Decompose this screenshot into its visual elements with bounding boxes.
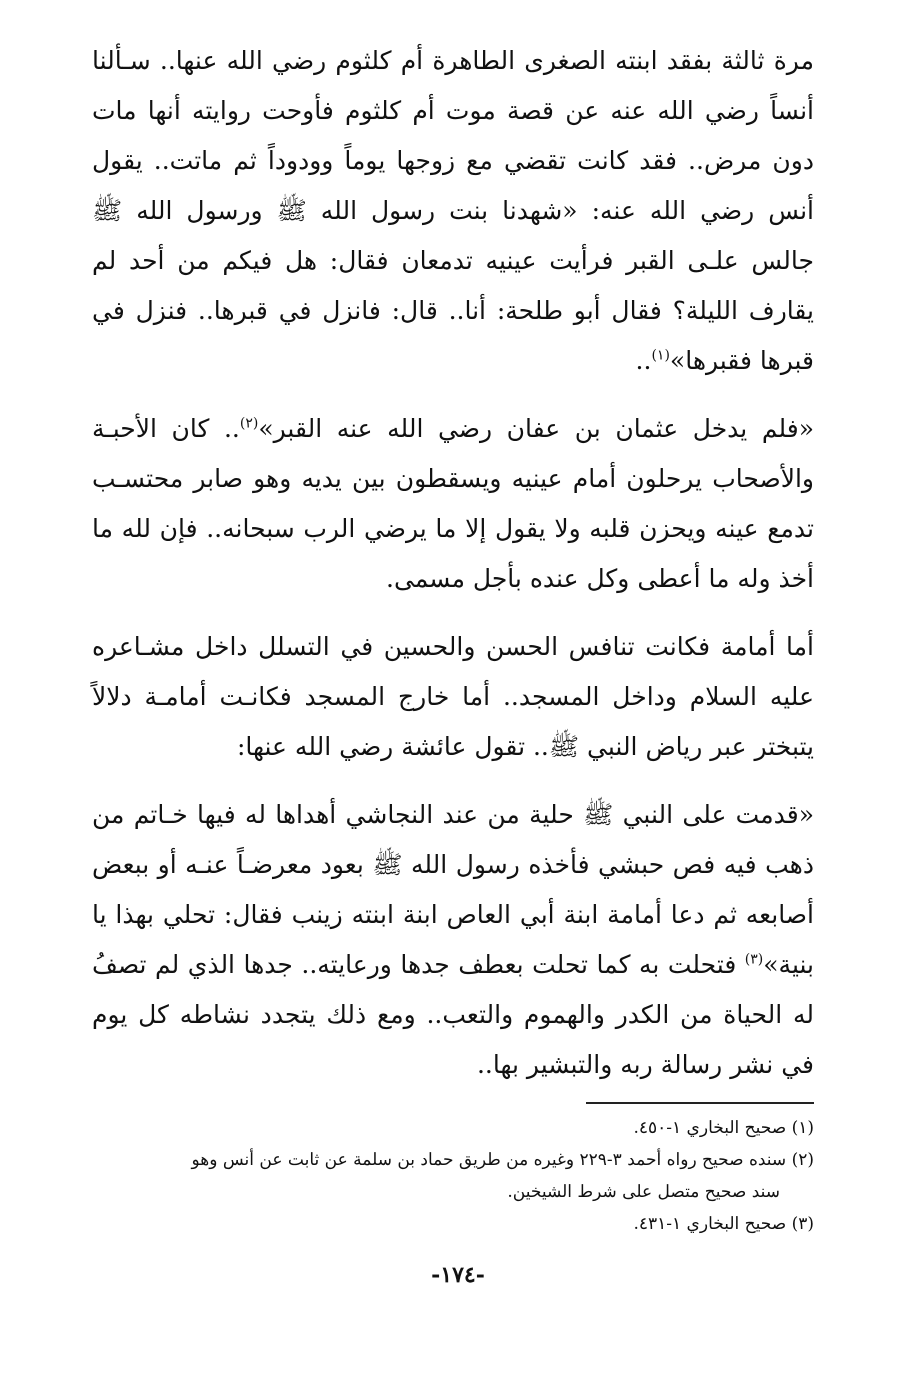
footnote-ref-3: (٣) <box>744 951 764 968</box>
paragraph-3-text: أما أمامة فكانت تنافس الحسن والحسين في التسلل داخل مشـاعره عليه السلام وداخل المسجد.. أما خارج المسجد فكانـت أمامـة دلالاً يتبختر عبر رياض النبي ﷺ.. تقول عائشة رضي الله عنها: <box>92 632 814 761</box>
paragraph-2-tail: .. كان الأحبـة والأصحاب يرحلون أمام عينيه ويسقطون بين يديه وهو صابر محتسـب تدمع عينه ويحزن قلبه ولا يقول إلا ما يرضي الرب سبحانه.. فإن لله ما أخذ وله ما أعطى وكل عنده بأجل مسمى. <box>92 414 814 593</box>
paragraph-3 <box>92 622 814 772</box>
paragraph-4-tail: فتحلت به كما تحلت بعطف جدها ورعايته.. جدها الذي لم تصفُ له الحياة من الكدر والهموم والتعب.. ومع ذلك يتجدد نشاطه كل يوم في نشر رسالة ربه والتبشير بها.. <box>92 950 814 1079</box>
paragraph-4-text: «قدمت على النبي ﷺ حلية من عند النجاشي أهداها له فيها خـاتم من ذهب فيه فص حبشي فأخذه رسول الله ﷺ بعود معرضـاً عنـه أو ببعض أصابعه ثم دعا أمامة ابنة أبي العاص ابنة ابنته زينب فقال: تحلي بهذا يا بنية» <box>92 800 814 979</box>
footnote-divider <box>586 1102 814 1104</box>
footnote-ref-1: (١) <box>651 347 670 364</box>
paragraph-1-text: مرة ثالثة بفقد ابنته الصغرى الطاهرة أم كلثوم رضي الله عنها.. سـألنا أنساً رضي الله عنه عن قصة موت أم كلثوم فأوحت روايته أنها مات دون مرض.. فقد كانت تقضي مع زوجها يوماً وودوداً ثم ماتت.. يقول أنس رضي الله عنه: «شهدنا بنت رسول الله ﷺ ورسول الله ﷺ جالس علـى القبر فرأيت عينيه تدمعان فقال: هل فيكم من أحد لم يقارف الليلة؟ فقال أبو طلحة: أنا.. قال: فانزل في قبرها.. فنزل في قبرها فقبرها» <box>92 46 814 375</box>
footnote-2-continuation: سند صحيح متصل على شرط الشيخين. <box>507 1182 780 1202</box>
paragraph-1-tail: .. <box>635 346 652 375</box>
footnotes <box>92 1112 814 1240</box>
footnote-2: (٢) سنده صحيح رواه أحمد ٣-٢٢٩ وغيره من طريق حماد بن سلمة عن ثابت عن أنس وهو <box>191 1150 814 1170</box>
footnote-ref-2: (٢) <box>239 415 259 432</box>
page-body <box>92 36 814 1240</box>
footnote-3: (٣) صحيح البخاري ١-٤٣١. <box>633 1214 814 1234</box>
paragraph-4 <box>92 790 814 1090</box>
paragraph-2 <box>92 404 814 604</box>
paragraph-2-text: «فلم يدخل عثمان بن عفان رضي الله عنه القبر» <box>258 414 814 443</box>
page-number: -١٧٤- <box>431 1262 485 1288</box>
footnote-1: (١) صحيح البخاري ١-٤٥٠. <box>633 1118 814 1138</box>
paragraph-1 <box>92 36 814 386</box>
